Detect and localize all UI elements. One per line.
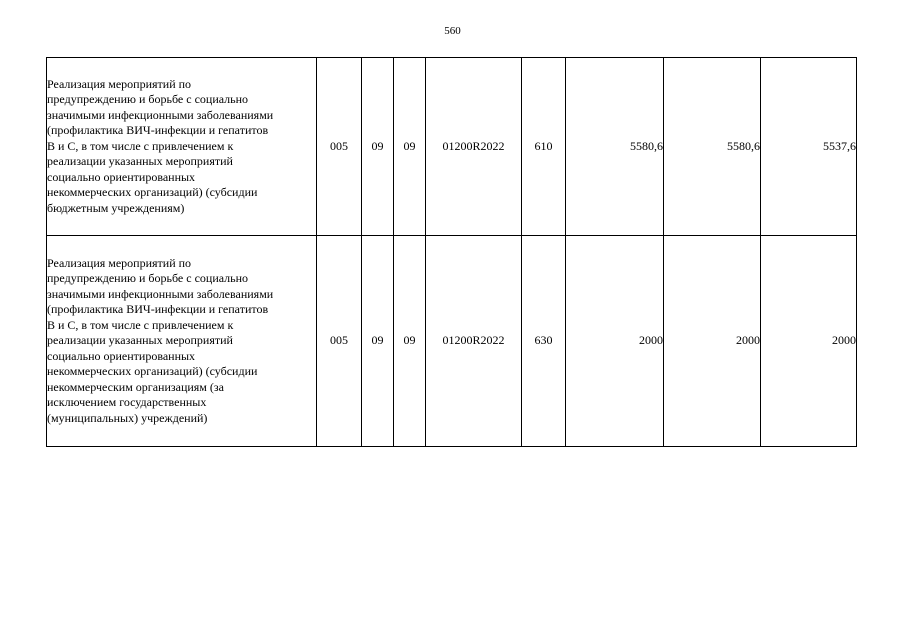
page-number: 560 (444, 25, 461, 37)
amount-year-2: 2000 (664, 236, 761, 447)
amount-year-2: 5580,6 (664, 58, 761, 236)
amount-year-3: 2000 (761, 236, 857, 447)
expense-type-code: 610 (522, 58, 566, 236)
section-code: 09 (362, 236, 394, 447)
amount-year-1: 5580,6 (566, 58, 664, 236)
amount-year-1: 2000 (566, 236, 664, 447)
target-article-code: 01200R2022 (426, 58, 522, 236)
expense-type-code: 630 (522, 236, 566, 447)
expense-description: Реализация мероприятий по предупреждению и борьбе с социально значимыми инфекционными заболеваниями (профилактика ВИЧ-инфекции и гепатитов В и С, в том числе с привлечением к реализации указанных мероприятий социально ориентированных некоммерческих организаций) (субсидии бюджетным учреждениям) (47, 58, 317, 236)
expense-description: Реализация мероприятий по предупреждению и борьбе с социально значимыми инфекционными заболеваниями (профилактика ВИЧ-инфекции и гепатитов В и С, в том числе с привлечением к реализации указанных мероприятий социально ориентированных некоммерческих организаций) (субсидии некоммерческим организациям (за исключением государственных (муниципальных) учреждений) (47, 236, 317, 447)
amount-year-3: 5537,6 (761, 58, 857, 236)
table-row (47, 236, 857, 447)
section-code: 09 (362, 58, 394, 236)
budget-table (46, 57, 857, 447)
ministry-code: 005 (317, 236, 362, 447)
table-row (47, 58, 857, 236)
subsection-code: 09 (394, 58, 426, 236)
subsection-code: 09 (394, 236, 426, 447)
target-article-code: 01200R2022 (426, 236, 522, 447)
ministry-code: 005 (317, 58, 362, 236)
